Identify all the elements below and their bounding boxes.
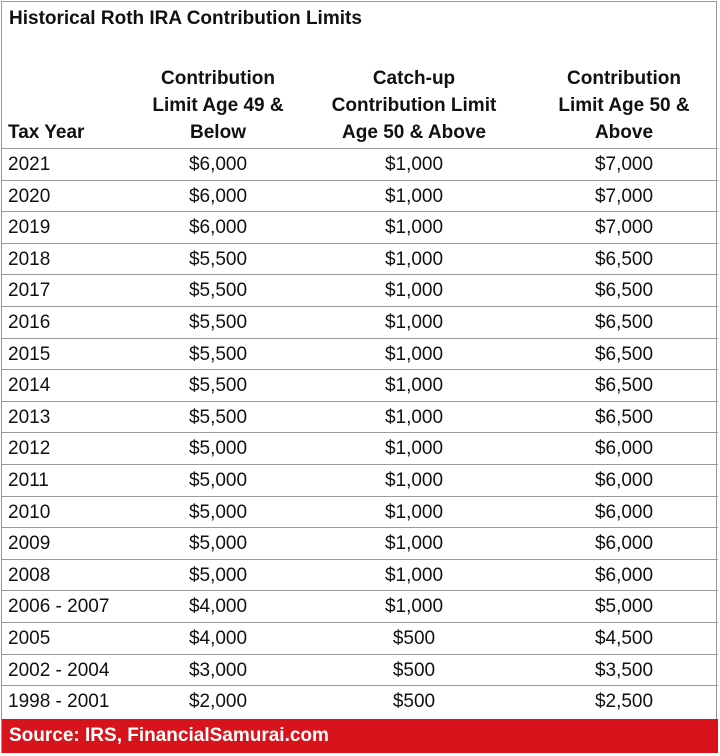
limit-49-below-cell: $5,000 [188, 438, 248, 460]
limit-49-below-cell: $4,000 [188, 627, 248, 649]
tax-year-cell: 2006 - 2007 [8, 596, 110, 618]
catch-up-cell: $1,000 [384, 469, 444, 491]
table-row [2, 655, 718, 687]
tax-year-cell: 2011 [8, 469, 49, 491]
column-header-tax-year: Tax Year [8, 122, 85, 143]
tax-year-cell: 2015 [8, 343, 51, 365]
source-banner [2, 719, 718, 753]
limit-50-above-cell: $6,000 [594, 564, 654, 586]
catch-up-cell: $1,000 [384, 596, 444, 618]
limit-50-above-cell: $6,500 [594, 311, 654, 333]
table-row [2, 465, 718, 497]
limit-50-above-cell: $5,000 [594, 596, 654, 618]
tax-year-cell: 2008 [8, 564, 51, 586]
limit-49-below-cell: $3,000 [188, 659, 248, 681]
limit-49-below-cell: $5,500 [188, 248, 248, 270]
table-row [2, 181, 718, 213]
source-text: Source: IRS, FinancialSamurai.com [9, 725, 329, 746]
limit-50-above-cell: $6,500 [594, 248, 654, 270]
tax-year-cell: 2019 [8, 217, 51, 239]
catch-up-cell: $500 [392, 691, 436, 713]
table-header [2, 62, 718, 146]
table-row [2, 686, 718, 718]
limit-49-below-cell: $6,000 [188, 154, 248, 175]
limit-49-below-cell: $5,500 [188, 406, 248, 428]
tax-year-cell: 2010 [8, 501, 51, 523]
table-row [2, 623, 718, 655]
tax-year-cell: 2018 [8, 248, 51, 270]
contribution-limits-table [1, 1, 717, 753]
catch-up-cell: $1,000 [384, 406, 444, 428]
tax-year-cell: 2009 [8, 533, 51, 555]
table-title: Historical Roth IRA Contribution Limits [9, 8, 362, 29]
limit-50-above-cell: $7,000 [594, 217, 654, 239]
tax-year-cell: 2021 [8, 154, 51, 175]
catch-up-cell: $1,000 [384, 185, 444, 207]
column-header-limit-49-below: Contribution Limit Age 49 & Below [152, 68, 284, 143]
limit-49-below-cell: $5,500 [188, 343, 248, 365]
limit-49-below-cell: $5,000 [188, 469, 248, 491]
catch-up-cell: $500 [392, 659, 436, 681]
catch-up-cell: $1,000 [384, 311, 444, 333]
tax-year-cell: 2017 [8, 280, 51, 302]
limit-49-below-cell: $2,000 [188, 691, 248, 713]
catch-up-cell: $500 [392, 627, 436, 649]
table-row [2, 433, 718, 465]
column-header-limit-50-above: Contribution Limit Age 50 & Above [558, 68, 690, 143]
table-row [2, 244, 718, 276]
tax-year-cell: 1998 - 2001 [8, 691, 110, 713]
table-row [2, 591, 718, 623]
table-row [2, 275, 718, 307]
catch-up-cell: $1,000 [384, 343, 444, 365]
limit-49-below-cell: $5,000 [188, 501, 248, 523]
tax-year-cell: 2002 - 2004 [8, 659, 110, 681]
table-row [2, 402, 718, 434]
table-row [2, 528, 718, 560]
table-row [2, 497, 718, 529]
catch-up-cell: $1,000 [384, 248, 444, 270]
tax-year-cell: 2014 [8, 375, 51, 397]
limit-50-above-cell: $6,000 [594, 469, 654, 491]
limit-49-below-cell: $6,000 [188, 217, 248, 239]
limit-50-above-cell: $6,000 [594, 533, 654, 555]
tax-year-cell: 2012 [8, 438, 51, 460]
limit-50-above-cell: $6,500 [594, 406, 654, 428]
limit-49-below-cell: $5,500 [188, 375, 248, 397]
limit-49-below-cell: $5,500 [188, 280, 248, 302]
table-row [2, 560, 718, 592]
catch-up-cell: $1,000 [384, 217, 444, 239]
catch-up-cell: $1,000 [384, 564, 444, 586]
tax-year-cell: 2005 [8, 627, 51, 649]
limit-49-below-cell: $5,500 [188, 311, 248, 333]
limit-50-above-cell: $6,000 [594, 438, 654, 460]
catch-up-cell: $1,000 [384, 533, 444, 555]
tax-year-cell: 2016 [8, 311, 51, 333]
limit-49-below-cell: $5,000 [188, 533, 248, 555]
catch-up-cell: $1,000 [384, 154, 444, 175]
catch-up-cell: $1,000 [384, 280, 444, 302]
limit-50-above-cell: $3,500 [594, 659, 654, 681]
table-row [2, 307, 718, 339]
table-row [2, 339, 718, 371]
limit-50-above-cell: $6,500 [594, 343, 654, 365]
limit-50-above-cell: $6,500 [594, 280, 654, 302]
table-row [2, 212, 718, 244]
catch-up-cell: $1,000 [384, 438, 444, 460]
limit-49-below-cell: $6,000 [188, 185, 248, 207]
limit-50-above-cell: $2,500 [594, 691, 654, 713]
catch-up-cell: $1,000 [384, 501, 444, 523]
limit-50-above-cell: $7,000 [594, 154, 654, 175]
table-row [2, 149, 718, 181]
limit-50-above-cell: $4,500 [594, 627, 654, 649]
limit-50-above-cell: $7,000 [594, 185, 654, 207]
table-body [2, 149, 718, 718]
tax-year-cell: 2020 [8, 185, 51, 207]
catch-up-cell: $1,000 [384, 375, 444, 397]
limit-49-below-cell: $4,000 [188, 596, 248, 618]
limit-50-above-cell: $6,500 [594, 375, 654, 397]
limit-49-below-cell: $5,000 [188, 564, 248, 586]
tax-year-cell: 2013 [8, 406, 51, 428]
column-header-catch-up: Catch-up Contribution Limit Age 50 & Above [331, 68, 497, 143]
table-row [2, 370, 718, 402]
limit-50-above-cell: $6,000 [594, 501, 654, 523]
